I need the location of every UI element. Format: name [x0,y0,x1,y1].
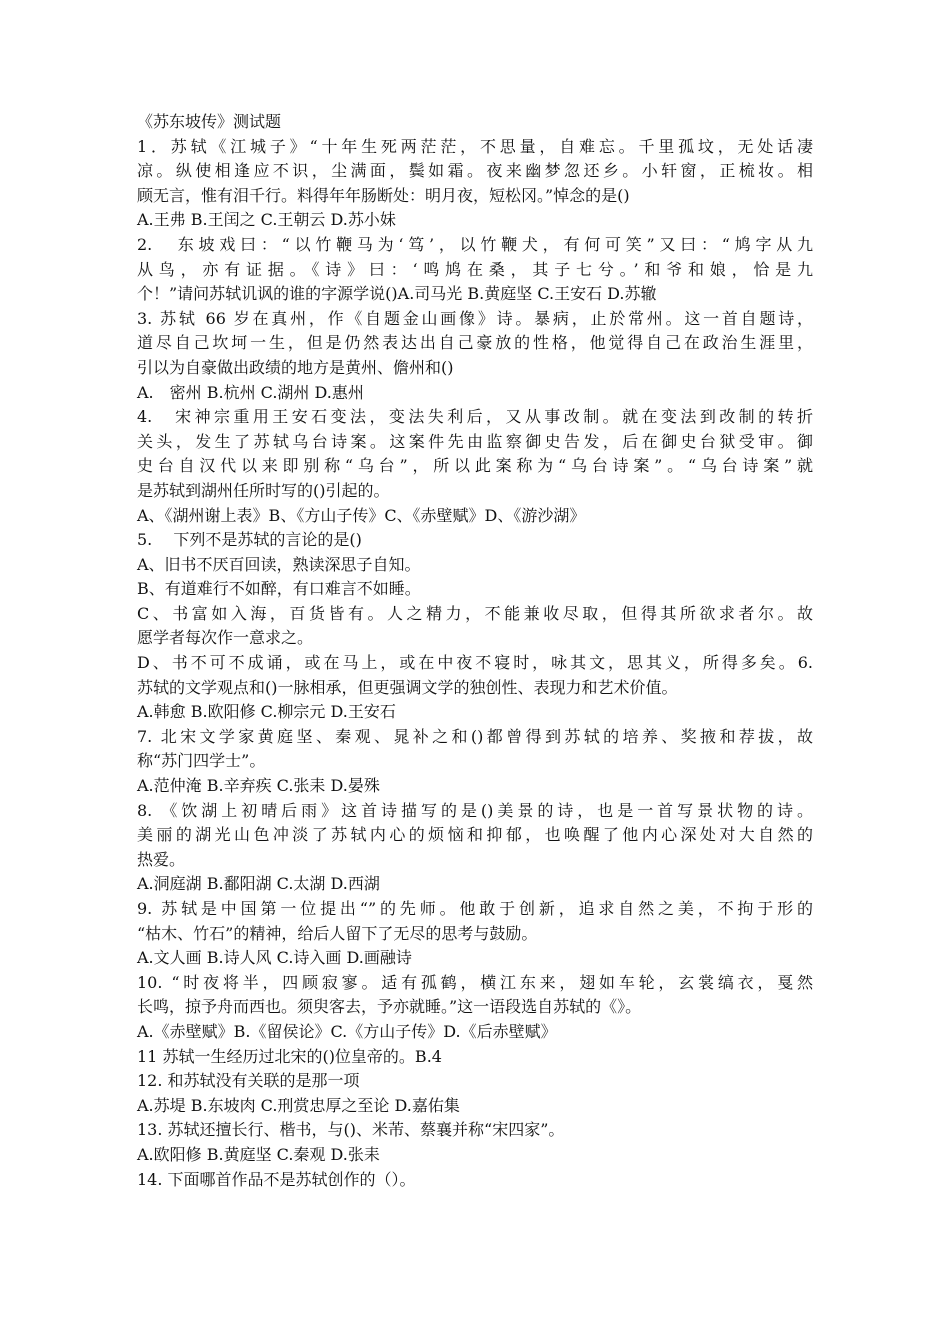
text-line: A.范仲淹 B.辛弃疾 C.张耒 D.晏殊 [137,776,380,796]
text-line: 美丽的湖光山色冲淡了苏轼内心的烦恼和抑郁，也唤醒了他内心深处对大自然的 [137,825,813,845]
text-line: 13. 苏轼还擅长行、楷书，与()、米芾、蔡襄并称“宋四家”。 [137,1120,565,1140]
text-line: “枯木、竹石”的精神，给后人留下了无尽的思考与鼓励。 [137,923,538,943]
text-line: 8. 《饮湖上初晴后雨》这首诗描写的是()美景的诗，也是一首写景状物的诗。 [137,800,813,820]
text-line: 从鸟，亦有证据。《诗》曰：‘鸣鸠在桑，其子七兮。’和爷和娘，恰是九 [137,259,813,279]
text-line: 个！”请问苏轼讥讽的谁的字源学说()A.司马光 B.黄庭坚 C.王安石 D.苏辙 [137,284,657,304]
text-line: 10. “时夜将半，四顾寂寥。适有孤鹤，横江东来，翅如车轮，玄裳缟衣，戛然 [137,972,813,992]
text-line: 顾无言，惟有泪千行。料得年年肠断处：明月夜，短松冈。”悼念的是() [137,185,630,205]
text-line: A.《赤壁赋》B.《留侯论》C.《方山子传》D.《后赤壁赋》 [137,1021,557,1041]
text-line: 史台自汉代以来即别称“乌台”，所以此案称为“乌台诗案”。“乌台诗案”就 [137,456,813,476]
text-line: 苏轼的文学观点和()一脉相承，但更强调文学的独创性、表现力和艺术价值。 [137,677,678,697]
text-line: 凉。纵使相逢应不识，尘满面，鬓如霜。夜来幽梦忽还乡。小轩窗，正梳妆。相 [137,161,813,181]
text-line: 道尽自己坎坷一生，但是仍然表达出自己豪放的性格，他觉得自己在政治生涯里， [137,333,813,353]
text-line: A.洞庭湖 B.鄱阳湖 C.太湖 D.西湖 [137,874,380,894]
text-line: A.王弗 B.王闰之 C.王朝云 D.苏小妹 [137,210,396,230]
text-line: A.韩愈 B.欧阳修 C.柳宗元 D.王安石 [137,702,396,722]
text-line: 1．苏轼《江城子》“十年生死两茫茫，不思量，自难忘。千里孤坟，无处话凄 [137,136,813,156]
text-line: 热爱。 [137,849,186,869]
text-line: A、旧书不厌百回读，熟读深思子自知。 [137,554,421,574]
text-line: A. 密州 B.杭州 C.湖州 D.惠州 [137,382,364,402]
text-line: 是苏轼到湖州任所时写的()引起的。 [137,480,390,500]
text-line: 11 苏轼一生经历过北宋的()位皇帝的。B.4 [137,1046,442,1066]
text-line: 14. 下面哪首作品不是苏轼创作的（）。 [137,1169,416,1189]
text-line: A、《湖州谢上表》B、《方山子传》C、《赤壁赋》D、《游沙湖》 [137,505,586,525]
text-line: 长鸣，掠予舟而西也。须臾客去，予亦就睡。”这一语段选自苏轼的《》。 [137,997,642,1017]
text-line: 12. 和苏轼没有关联的是那一项 [137,1071,360,1091]
text-line: 7. 北宋文学家黄庭坚、秦观、晁补之和()都曾得到苏轼的培养、奖掖和荐拔，故 [137,726,813,746]
text-line: A.苏堤 B.东坡肉 C.刑赏忠厚之至论 D.嘉佑集 [137,1095,460,1115]
text-line: 3. 苏轼 66 岁在真州，作《自题金山画像》诗。暴病，止於常州。这一首自题诗， [137,308,813,328]
text-line: B、有道难行不如醉，有口难言不如睡。 [137,579,421,599]
text-line: 4. 宋神宗重用王安石变法，变法失利后，又从事改制。就在变法到改制的转折 [137,407,813,427]
document-title: 《苏东坡传》测试题 [137,112,282,131]
text-line: A.文人画 B.诗人风 C.诗入画 D.画融诗 [137,948,412,968]
document-body [137,110,813,1192]
text-line: 愿学者每次作一意求之。 [137,628,314,648]
text-line: C、书富如入海，百货皆有。人之精力，不能兼收尽取，但得其所欲求者尔。故 [137,603,813,623]
text-line: 称“苏门四学士”。 [137,751,266,771]
text-line: 关头，发生了苏轼乌台诗案。这案件先由监察御史告发，后在御史台狱受审。御 [137,431,813,451]
text-line: 引以为自豪做出政绩的地方是黄州、儋州和() [137,357,454,377]
text-line: A.欧阳修 B.黄庭坚 C.秦观 D.张耒 [137,1144,380,1164]
text-line: D、书不可不成诵，或在马上，或在中夜不寝时，咏其文，思其义，所得多矣。6. [137,653,813,673]
text-line: 9. 苏轼是中国第一位提出“”的先师。他敢于创新，追求自然之美，不拘于形的 [137,899,813,918]
text-line: 2. 东坡戏曰：“以竹鞭马为‘笃’，以竹鞭犬，有何可笑”又曰：“鸠字从九 [137,234,813,254]
text-line: 5. 下列不是苏轼的言论的是() [137,530,362,550]
